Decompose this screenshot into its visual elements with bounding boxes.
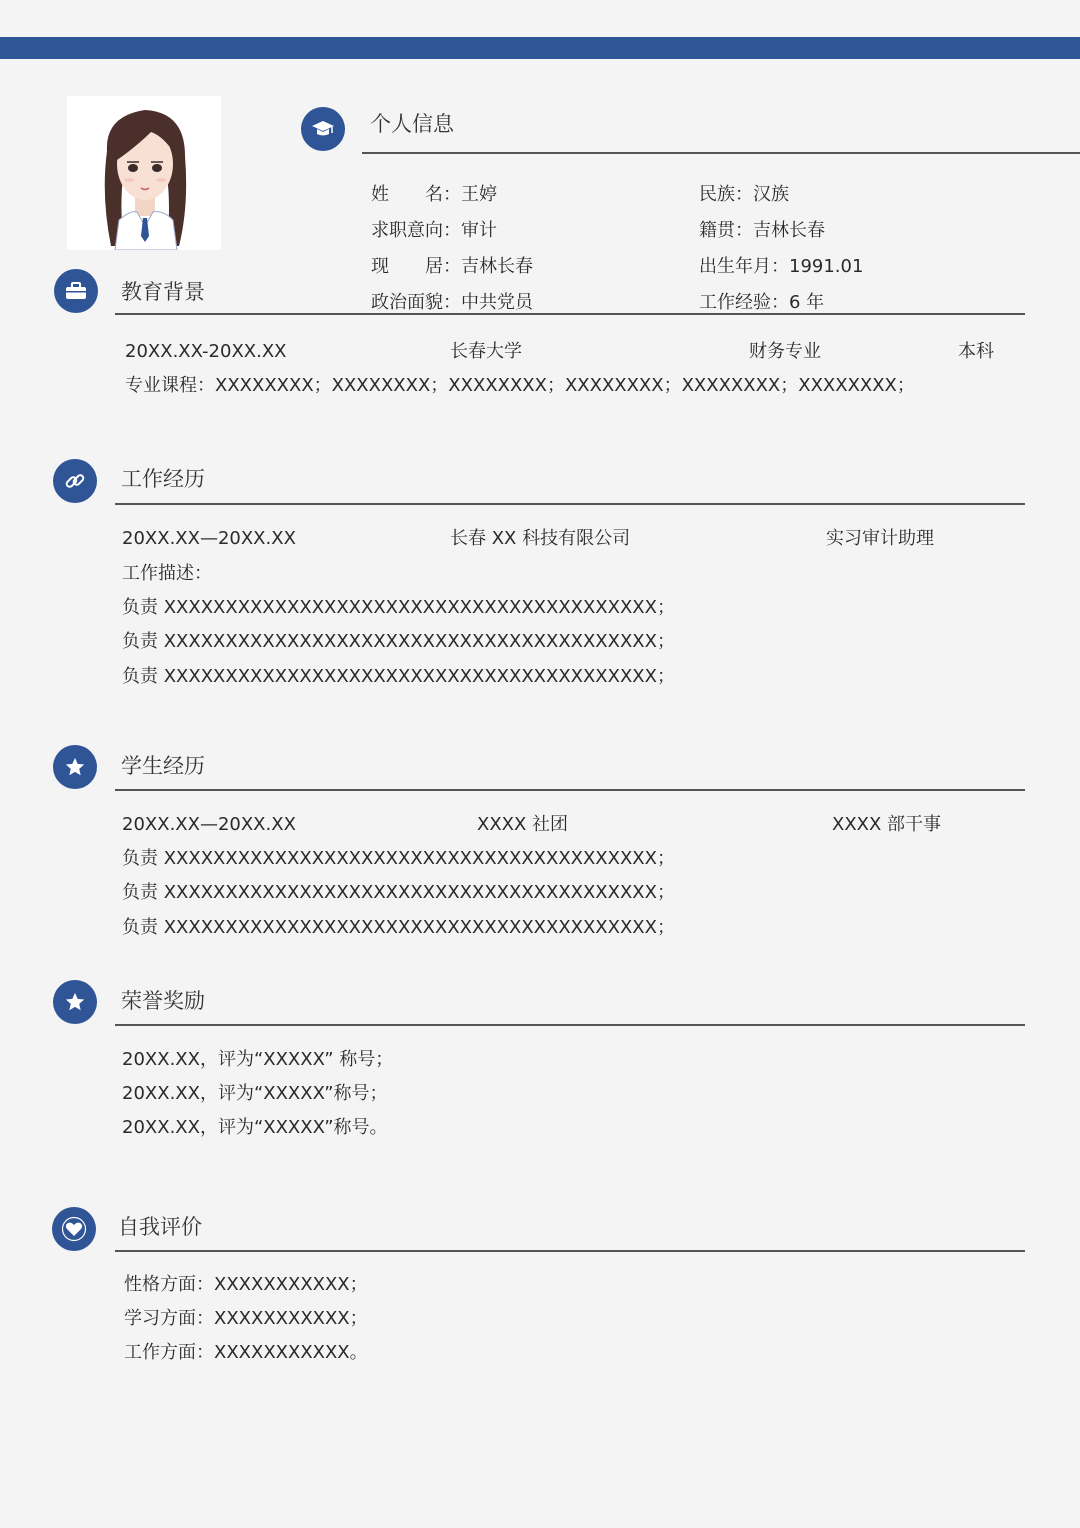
student-org: XXXX 社团 bbox=[477, 814, 569, 835]
star-icon bbox=[53, 745, 97, 789]
section-divider bbox=[362, 152, 1080, 154]
info-job-intent: 求职意向：审计 bbox=[371, 220, 497, 241]
avatar-illustration bbox=[67, 96, 221, 250]
section-title-work: 工作经历 bbox=[121, 467, 205, 491]
work-item: 负责 XXXXXXXXXXXXXXXXXXXXXXXXXXXXXXXXXXXXXXXX； bbox=[122, 666, 675, 687]
student-item: 负责 XXXXXXXXXXXXXXXXXXXXXXXXXXXXXXXXXXXXXXXX； bbox=[122, 848, 675, 869]
work-period: 20XX.XX—20XX.XX bbox=[122, 528, 296, 549]
heart-icon bbox=[52, 1207, 96, 1251]
student-role: XXXX 部干事 bbox=[832, 814, 942, 835]
section-title-education: 教育背景 bbox=[121, 280, 205, 304]
link-icon bbox=[53, 459, 97, 503]
honor-item: 20XX.XX，评为“XXXXX”称号； bbox=[122, 1083, 388, 1104]
info-ethnicity: 民族：汉族 bbox=[699, 184, 789, 205]
section-divider bbox=[115, 503, 1025, 505]
info-name: 姓名：王婷 bbox=[371, 184, 497, 205]
section-title-honors: 荣誉奖励 bbox=[121, 989, 205, 1013]
section-divider bbox=[115, 1024, 1025, 1026]
section-divider bbox=[115, 1250, 1025, 1252]
student-period: 20XX.XX—20XX.XX bbox=[122, 814, 296, 835]
edu-degree: 本科 bbox=[958, 341, 994, 362]
section-divider bbox=[115, 313, 1025, 315]
work-company: 长春 XX 科技有限公司 bbox=[450, 528, 631, 549]
work-item: 负责 XXXXXXXXXXXXXXXXXXXXXXXXXXXXXXXXXXXXXXXX； bbox=[122, 597, 675, 618]
section-divider bbox=[115, 789, 1025, 791]
self-item: 工作方面：XXXXXXXXXXX。 bbox=[124, 1342, 368, 1363]
edu-period: 20XX.XX-20XX.XX bbox=[125, 341, 287, 362]
work-position: 实习审计助理 bbox=[826, 528, 934, 549]
section-title-self: 自我评价 bbox=[118, 1215, 202, 1239]
info-hometown: 籍贯：吉林长春 bbox=[699, 220, 825, 241]
info-residence: 现居：吉林长春 bbox=[371, 256, 533, 277]
section-title-student: 学生经历 bbox=[121, 754, 205, 778]
self-item: 学习方面：XXXXXXXXXXX； bbox=[124, 1308, 368, 1329]
top-accent-bar bbox=[0, 37, 1080, 59]
edu-courses: 专业课程：XXXXXXXX；XXXXXXXX；XXXXXXXX；XXXXXXXX；XXXXXXXX；XXXXXXXX； bbox=[125, 375, 915, 396]
edu-school: 长春大学 bbox=[450, 341, 522, 362]
student-item: 负责 XXXXXXXXXXXXXXXXXXXXXXXXXXXXXXXXXXXXXXXX； bbox=[122, 882, 675, 903]
self-item: 性格方面：XXXXXXXXXXX； bbox=[124, 1274, 368, 1295]
profile-photo bbox=[67, 96, 221, 250]
graduation-cap-icon bbox=[301, 107, 345, 151]
honor-item: 20XX.XX，评为“XXXXX” 称号； bbox=[122, 1049, 394, 1070]
info-birth: 出生年月：1991.01 bbox=[699, 256, 864, 277]
star-icon bbox=[53, 980, 97, 1024]
briefcase-icon bbox=[54, 269, 98, 313]
edu-major: 财务专业 bbox=[749, 341, 821, 362]
info-experience: 工作经验：6 年 bbox=[699, 292, 825, 313]
info-political: 政治面貌：中共党员 bbox=[371, 292, 533, 313]
work-item: 负责 XXXXXXXXXXXXXXXXXXXXXXXXXXXXXXXXXXXXXXXX； bbox=[122, 631, 675, 652]
honor-item: 20XX.XX，评为“XXXXX”称号。 bbox=[122, 1117, 388, 1138]
section-title-personal: 个人信息 bbox=[370, 112, 454, 136]
work-desc-label: 工作描述： bbox=[122, 563, 212, 584]
student-item: 负责 XXXXXXXXXXXXXXXXXXXXXXXXXXXXXXXXXXXXXXXX； bbox=[122, 917, 675, 938]
